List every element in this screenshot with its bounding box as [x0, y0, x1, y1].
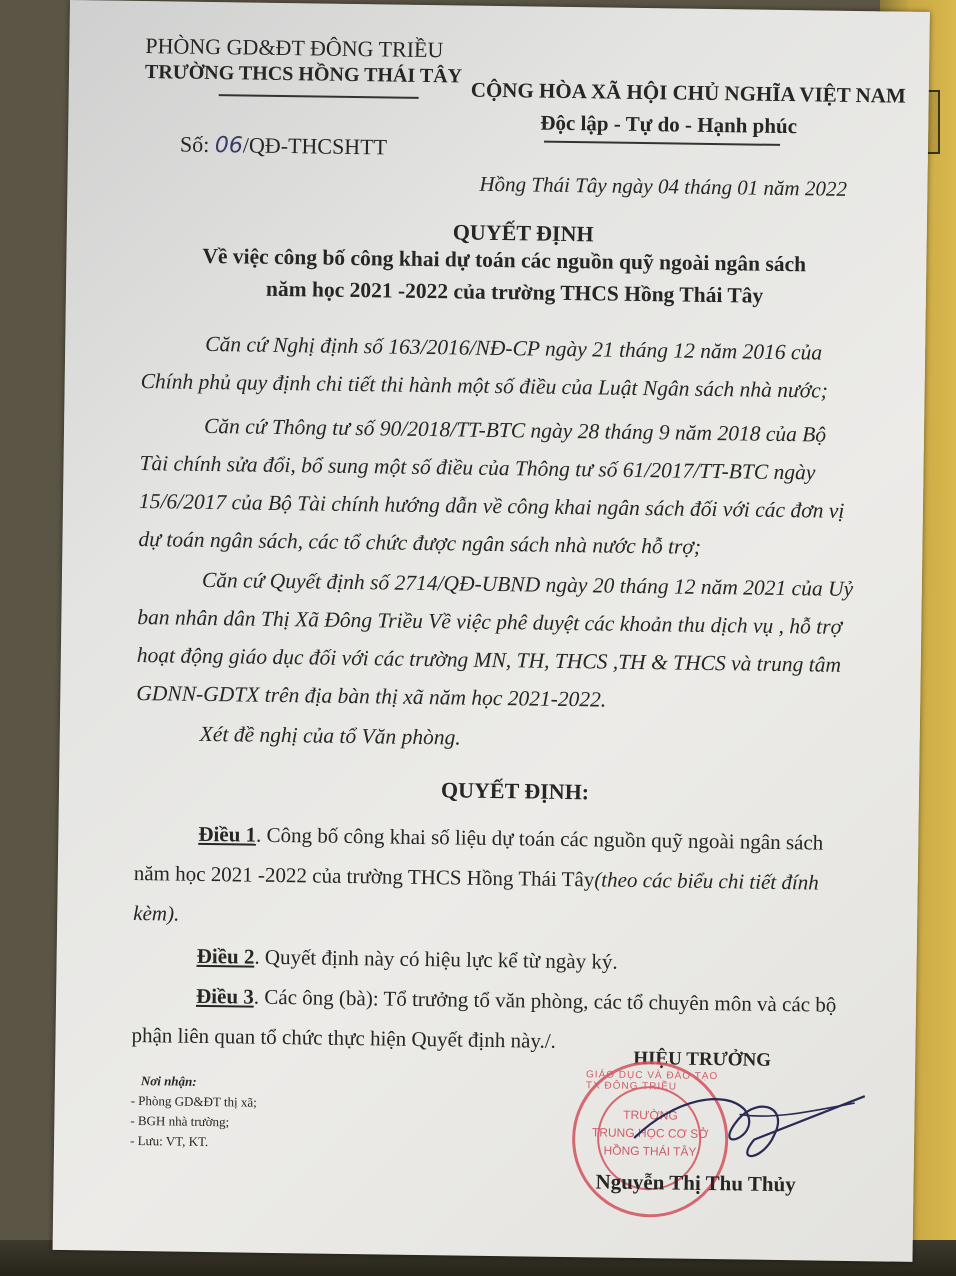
article-2-line: Điều 2. Quyết định này có hiệu lực kể từ ngày ký. [196, 943, 618, 974]
article-3-line: phận liên quan tổ chức thực hiện Quyết định này./. [131, 1022, 557, 1053]
preamble-line: dự toán ngân sách, các tổ chức được ngân sách nhà nước hỗ trợ; [138, 527, 702, 559]
handwritten-number: 06 [214, 133, 244, 159]
article-3-line: Điều 3. Các ông (bà): Tổ trưởng tổ văn phòng, các tổ chuyên môn và các bộ [195, 983, 837, 1017]
preamble-line: hoạt động giáo dục đối với các trường MN, TH, THCS ,TH & THCS và trung tâm [136, 642, 842, 677]
nation-title: CỘNG HÒA XÃ HỘI CHỦ NGHĨA VIỆT NAM [470, 77, 906, 108]
handwritten-signature [614, 1078, 875, 1182]
decision-heading: QUYẾT ĐỊNH: [440, 777, 590, 805]
recipient-item: - Phòng GD&ĐT thị xã; [130, 1092, 257, 1110]
preamble-line: 15/6/2017 của Bộ Tài chính hướng dẫn về công khai ngân sách đối với các đơn vị [138, 489, 845, 523]
motto-underline [544, 141, 780, 146]
seal-text: TRƯỜNG [623, 1107, 678, 1123]
date-line: Hồng Thái Tây ngày 04 tháng 01 năm 2022 [479, 171, 848, 201]
seal-text: HỒNG THÁI TÂY [603, 1143, 697, 1159]
preamble-line: Căn cứ Thông tư số 90/2018/TT-BTC ngày 28 tháng 9 năm 2018 của Bộ [203, 413, 827, 447]
preamble-line: GDNN-GDTX trên địa bàn thị xã năm học 2021-2022. [136, 680, 607, 712]
department-name: PHÒNG GD&ĐT ĐÔNG TRIỀU [145, 33, 444, 63]
article-2-label: Điều 2 [196, 943, 255, 969]
signer-title: HIỆU TRƯỞNG [633, 1047, 772, 1071]
subject-line-2: năm học 2021 -2022 của trường THCS Hồng Thái Tây [265, 276, 764, 308]
recipient-item: - BGH nhà trường; [130, 1112, 230, 1130]
article-3-label: Điều 3 [195, 983, 255, 1009]
recipients-heading: Nơi nhận: [140, 1073, 197, 1089]
seal-text: TRUNG HỌC CƠ SỞ [591, 1125, 709, 1142]
document-page [53, 0, 930, 1262]
national-motto: Độc lập - Tự do - Hạnh phúc [540, 110, 798, 139]
seal-ring-text: GIÁO DỤC VÀ ĐÀO TẠO TX ĐÔNG TRIỀU [585, 1069, 719, 1093]
preamble-line: Căn cứ Nghị định số 163/2016/NĐ-CP ngày 21 tháng 12 năm 2016 của [205, 331, 823, 365]
preamble-line: ban nhân dân Thị Xã Đông Triều Về việc phê duyệt các khoản thu dịch vụ , hỗ trợ [137, 605, 843, 639]
document-title: QUYẾT ĐỊNH [452, 219, 594, 247]
subject-line-1: Về việc công bố công khai dự toán các nguồn quỹ ngoài ngân sách [202, 243, 807, 277]
school-name: TRƯỜNG THCS HỒNG THÁI TÂY [144, 61, 463, 88]
document-number: Số: 06/QĐ-THCSHTT [179, 131, 388, 160]
recipient-item: - Lưu: VT, KT. [129, 1132, 209, 1150]
article-1-line: năm học 2021 -2022 của trường THCS Hồng Thái Tây(theo các biểu chi tiết đính [133, 860, 819, 895]
preamble-line: Chính phủ quy định chi tiết thi hành một số điều của Luật Ngân sách nhà nước; [140, 369, 829, 403]
article-1-line: Điều 1. Công bố công khai số liệu dự toán các nguồn quỹ ngoài ngân sách [198, 821, 824, 855]
school-underline [219, 94, 419, 98]
preamble-line: Xét đề nghị của tổ Văn phòng. [199, 721, 461, 750]
article-1-label: Điều 1 [198, 821, 257, 847]
signer-name: Nguyễn Thị Thu Thủy [595, 1169, 796, 1197]
preamble-line: Căn cứ Quyết định số 2714/QĐ-UBND ngày 20 tháng 12 năm 2021 của Uỷ [201, 567, 854, 601]
preamble-line: Tài chính sửa đổi, bổ sung một số điều của Thông tư số 61/2017/TT-BTC ngày [139, 451, 816, 485]
article-1-line: kèm). [133, 900, 180, 926]
